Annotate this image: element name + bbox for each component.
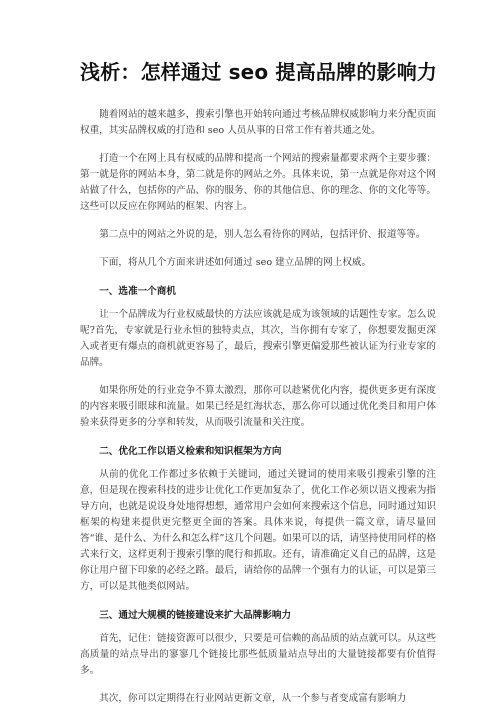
paragraph-industry-articles: 其次，你可以定期得在行业网站更新文章，从一个参与者变成富有影响力 (99, 693, 407, 704)
paragraph-overview: 下面，将从几个方面来讲述如何通过 seo 建立品牌的网上权威。 (99, 257, 372, 268)
paragraph-semantic-search: 从前的优化工作都过多依赖于关键词，通过关键词的使用来吸引搜索引擎的注意，但是现在搜索科技的进步让优化工作更加复杂了，优化工作必须以语义搜索为指导方向，也就是说设身处地得想想，通常用户会如何来搜索这个信息，同时通过知识框架的构建来提供更完整更全面的答案。具体来说，每提供一篇文章，请尽量回答“谁、是什么、为什么和怎么样”这几个问题。如果可以的话，请坚持使用同样的格式来行文，这样更利于搜索引擎的爬行和抓取。还有，请准确定义自己的品牌，这是你让用户留下印象的必经之路。最后，请给你的品牌一个强有力的认证，可以是第三方，可以是其他类似网站。 (80, 469, 436, 592)
section-heading-3: 三、通过大规模的链接建设来扩大品牌影响力 (99, 610, 292, 621)
section-heading-1: 一、选准一个商机 (99, 286, 176, 297)
paragraph-expert: 让一个品牌成为行业权威最快的方法应该就是成为该领域的话题性专家。怎么说呢?首先，专家就是行业永恒的独特卖点，其次，当你拥有专家了，你想要发掘更深入或者更有爆点的商机就更容易了，最后，搜索引擎更偏爱那些被认证为行业专家的品牌。 (80, 309, 436, 368)
paragraph-intro: 随着网站的越来越多，搜索引擎也开始转向通过考核品牌权威影响力来分配页面权重，其实品牌权威的打造和 seo 人员从事的日常工作有着共通之处。 (80, 109, 436, 136)
paragraph-outside: 第二点中的网站之外说的是，别人怎么看待你的网站，包括评价、报道等等。 (99, 229, 426, 240)
section-heading-2: 二、优化工作以语义检索和知识框架为方向 (99, 446, 282, 457)
paragraph-steps: 打造一个在网上具有权威的品牌和提高一个网站的搜索量都要求两个主要步骤：第一就是你的网站本身，第二就是你的网站之外。具体来说，第一点就是你对这个网站做了什么，包括你的产品、你的服务、你的其他信息、你的理念、你的文化等等。这些可以反应在你网站的框架、内容上。 (80, 153, 436, 212)
paragraph-competition: 如果你所处的行业竞争不算太激烈，那你可以趁紧优化内容，提供更多更有深度的内容来吸引眼球和流量。如果已经是红海状态，那么你可以通过优化类目和用户体验来获得更多的分享和转发，从而吸引流量和关注度。 (80, 385, 436, 428)
document-title: 浅析：怎样通过 seo 提高品牌的影响力 (80, 60, 438, 84)
paragraph-link-quality: 首先，记住：链接资源可以很少，只要是可信赖的高品质的站点就可以。从这些高质量的站点导出的寥寥几个链接比那些低质量站点导出的大量链接都要有价值得多。 (80, 633, 436, 676)
